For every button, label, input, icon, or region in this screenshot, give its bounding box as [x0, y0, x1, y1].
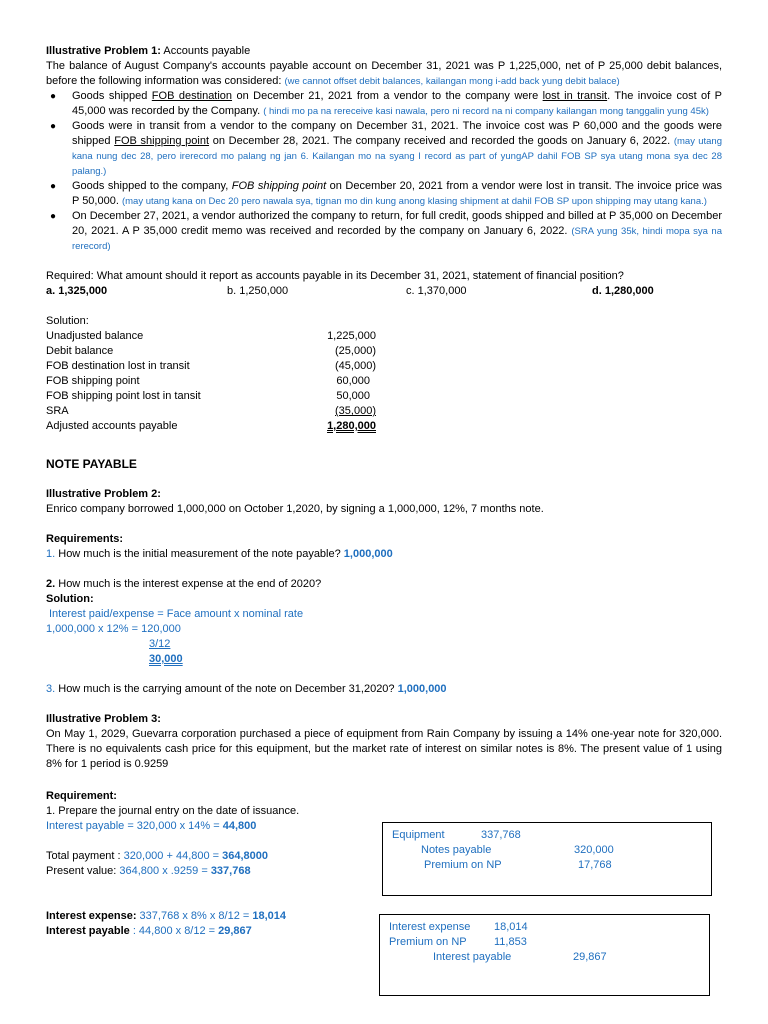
problem1-items [46, 89, 722, 254]
problem3-text: On May 1, 2029, Guevarra corporation purchased a piece of equipment from Rain Company by issuing a 14% one-year note for 320,000. There is no equivalents cash price for this equipment, but the market rate of interest on similar notes is 8%. The present value of 1 using 8% for 1 period is 0.9259 [46, 728, 722, 770]
solution-table [46, 329, 722, 434]
table-row: Unadjusted balance 1,225,000 [46, 330, 376, 342]
total-payment-calc: Total payment : 320,000 + 44,800 = 364,8000 [46, 850, 269, 862]
question-1: 1. How much is the initial measurement of the note payable? 1,000,000 [46, 548, 393, 560]
list-item: ● On December 27, 2021, a vendor authorized the company to return, for full credit, goods shipped and billed at P 35,000 on December 20, 2021. A P 35,000 credit memo was received and recorded by the company on January 6, 2022. (SRA yung 35k, hindi mopa sya na rerecord) [46, 209, 722, 254]
problem3-title: Illustrative Problem 3: [46, 713, 161, 725]
table-row: FOB destination lost in transit (45,000) [46, 360, 376, 372]
requirement-label: Requirement: [46, 790, 117, 802]
list-item: ● Goods shipped to the company, FOB shipping point on December 20, 2021 from a vendor were lost in transit. The invoice price was P 50,000. (may utang kana on Dec 20 pero nawala sya, tignan mo din kung anong klasing shipment at dahil FOB SP upon shipping may utang kana.) [46, 179, 722, 209]
list-item: ● Goods shipped FOB destination on December 21, 2021 from a vendor to the company were lost in transit. The invoice cost of P 45,000 was recorded by the Company. ( hindi mo pa na rereceive kasi nawala, pero ni record na ni company kailangan mong tanggalin yung 45k) [46, 89, 722, 119]
interest-payable-calc: Interest payable = 320,000 x 14% = 44,800 [46, 820, 257, 832]
solution-line: Interest paid/expense = Face amount x nominal rate [49, 608, 304, 620]
table-row: SRA (35,000) [46, 405, 376, 417]
requirements-label: Requirements: [46, 533, 124, 545]
present-value-calc: Present value: 364,800 x .9259 = 337,768 [46, 865, 251, 877]
table-row: Adjusted accounts payable 1,280,000 [46, 420, 376, 432]
table-row: FOB shipping point lost in tansit 50,000 [46, 390, 370, 402]
choice-d: d. 1,280,000 [592, 285, 654, 297]
problem1-required: Required: What amount should it report as accounts payable in its December 31, 2021, statement of financial position? [46, 270, 624, 282]
section-heading: NOTE PAYABLE [46, 457, 137, 471]
journal-entry-issuance: Equipment 337,768 Notes payable 320,000 Premium on NP 17,768 [382, 822, 712, 896]
problem1-intro: The balance of August Company's accounts payable account on December 31, 2021 was P 1,225,000, net of P 25,000 debit balances, before the following information was considered: (we cannot offset debit balances, kailangan mong i-add back yung debit balace) [46, 60, 722, 87]
requirement-1: 1. Prepare the journal entry on the date of issuance. [46, 805, 300, 817]
table-row: Debit balance (25,000) [46, 345, 376, 357]
journal-entry-accrual: Interest expense 18,014 Premium on NP 11,853 Interest payable 29,867 [379, 914, 710, 996]
choice-a: a. 1,325,000 [46, 285, 108, 297]
solution-line: 3/12 [149, 638, 171, 650]
solution-label: Solution: [46, 593, 94, 605]
solution-result: 30,000 [149, 653, 183, 665]
choice-c: c. 1,370,000 [406, 285, 467, 297]
list-item: ● Goods were in transit from a vendor to the company on December 31, 2021. The invoice cost was P 60,000 and the goods were shipped FOB shipping point on December 28, 2021. The company received and recorded the goods on January 6, 2022. (may utang kana nung dec 28, pero irerecord mo palang ng jan 6. Kailangan mo na syang I record as part of yungAP dahil FOB SP sya utang mona sya dec 28 palang.) [46, 119, 722, 179]
question-2: 2. How much is the interest expense at the end of 2020? [46, 578, 322, 590]
answer-choices [46, 284, 722, 299]
problem1-title: Illustrative Problem 1: Accounts payable [46, 45, 251, 57]
interest-expense-calc: Interest expense: 337,768 x 8% x 8/12 = 18,014 [46, 910, 287, 922]
solution-line: 1,000,000 x 12% = 120,000 [46, 623, 181, 635]
table-row: FOB shipping point 60,000 [46, 375, 370, 387]
document-page [46, 44, 722, 939]
choice-b: b. 1,250,000 [227, 285, 289, 297]
interest-payable-2-calc: Interest payable : 44,800 x 8/12 = 29,867 [46, 925, 252, 937]
problem1-solution-label: Solution: [46, 315, 89, 327]
problem2-title: Illustrative Problem 2: [46, 488, 161, 500]
problem2-text: Enrico company borrowed 1,000,000 on October 1,2020, by signing a 1,000,000, 12%, 7 months note. [46, 503, 544, 515]
question-3: 3. How much is the carrying amount of the note on December 31,2020? 1,000,000 [46, 683, 447, 695]
